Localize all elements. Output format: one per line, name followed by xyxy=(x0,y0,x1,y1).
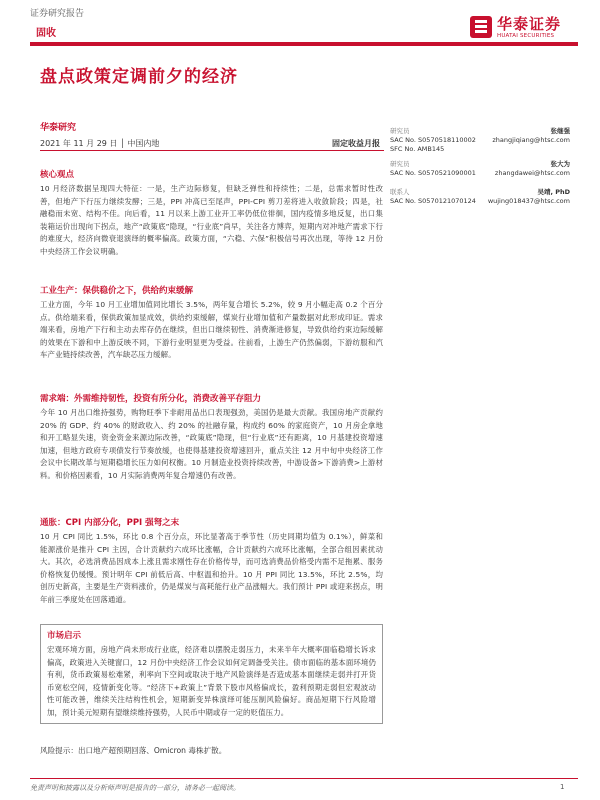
analyst-card xyxy=(390,127,570,154)
risk-warning: 风险提示：出口地产超预期回落、Omicron 毒株扩散。 xyxy=(40,746,227,755)
analyst-name: 张继强 xyxy=(550,127,570,135)
section-body: 宏观环境方面，房地产尚未形成行业底，经济难以摆脱走弱压力，未来半年大概率面临稳增长诉求偏高，政策进入关键窗口，12 月份中央经济工作会议如何定调备受关注。债市面临的基本面环境仍有利，货币政策易松难紧，利率向下空间或取决于地产风险演绎是否造成基本面继续走弱并打开货币宽松空间，疫情新变化等。“经济下+政策上”背景下股市风格偏成长，盈利预期走弱但宏观波动性可能改善，维续关注结构性机会，短期新变异株演绎可能压制风险偏好。商品短期下行风险增加，预计美元短期有望继续维持强势，人民币中期或存一定的贬值压力。 xyxy=(47,645,376,717)
analyst-name: 吴靖, PhD xyxy=(537,188,570,196)
analyst-card xyxy=(390,188,570,206)
section-heading: 需求端：外需维持韧性，投资有所分化，消费改善平存阻力 xyxy=(40,394,262,404)
analyst-role: 联系人 xyxy=(390,188,410,196)
report-category-label: 证券研究报告 xyxy=(30,9,85,19)
report-title: 盘点政策定调前夕的经济 xyxy=(40,67,238,87)
meta-divider xyxy=(40,150,384,151)
research-brand: 华泰研究 xyxy=(40,123,77,133)
section-heading: 核心观点 xyxy=(40,170,75,180)
analyst-role: 研究员 xyxy=(390,160,410,168)
report-date-region: 2021 年 11 月 29 日 │ 中国内地 xyxy=(40,139,160,148)
company-logo xyxy=(470,12,580,44)
report-type: 固定收益月报 xyxy=(332,139,380,148)
section-heading: 工业生产：保供稳价之下，供给约束缓解 xyxy=(40,286,194,296)
section-body: 10 月 CPI 同比 1.5%，环比 0.8 个百分点，环比显著高于季节性（历史同期均值为 0.1%），鲜菜和能源涨价是推升 CPI 主因，合计贡献约六成环比涨幅，合计贡献约六成环比涨幅，全部合组因素扰动大。其次，必选消费品因成本上涨且需求刚性存在价格传导，而可选消费品价格受内需不足拖累、服务价格恢复仍缓慢。预计明年 CPI 前低后高、中枢温和抬升。10 月 PPI 同比 13.5%，环比 2.5%，均创历史新高，主要是生产资料涨价，仍是煤炭与高耗能行业产品涨幅大。我们预计 PPI 或迎来拐点，明年前三季度处在回落通道。 xyxy=(40,532,383,604)
section-body: 今年 10 月出口维持强势，购物旺季下非耐用品出口表现强劲，美国仍是最大贡献。我国房地产贡献约 20% 的 GDP、约 40% 的财政收入、约 20% 的社融存量，构成约 60% 的家庭资产，10 月房企拿地和开工略显失速，资金资金来源边际改善，“政策底”隐现，但“行业底”还有距离，10 月基建投资增速加速，但地方政府专项债发行节奏放缓，也使得基建投资增速回升，重点关注 12 月中旬中央经济工作会议中长期改革与短期稳增长压力如何权衡。10 月制造业投资持续改善，中游设备>下游消费>上游材料。和价格因素看，10 月实际消费两年复合增速仍有改善。 xyxy=(40,408,383,480)
section-core-views xyxy=(40,168,383,258)
analyst-email[interactable]: zhangjiqiang@htsc.com xyxy=(492,136,570,144)
page-number: 1 xyxy=(560,783,565,791)
footer-divider xyxy=(30,778,578,779)
analyst-sfc: SFC No. AMB145 xyxy=(390,145,445,153)
analyst-role: 研究员 xyxy=(390,127,410,135)
analyst-name: 张大为 xyxy=(550,160,570,168)
logo-english-name: HUATAI SECURITIES xyxy=(497,33,555,39)
market-implications-box xyxy=(40,624,383,724)
section-body: 工业方面，今年 10 月工业增加值同比增长 3.5%，两年复合增长 5.2%，较 9 月小幅走高 0.2 个百分点。供给端来看，保供政策加显成效，供给约束缓解，煤炭行业增加值和产量数据对此形成印证。需求端来看，房地产下行和主动去库存仍在继续，但出口继续韧性、消费渐进修复，导致供给约束边际缓解的效果在下游和中上游反映不同，下游行业明显更为受益。往前看，上游生产仍然偏弱，下游纺服和汽车产业链持续改善，汽车缺芯压力缓解。 xyxy=(40,300,383,359)
analyst-sac: SAC No. S0570518110002 xyxy=(390,136,476,144)
logo-chinese-name: 华泰证券 xyxy=(497,15,562,33)
analyst-sac: SAC No. S0570121070124 xyxy=(390,197,476,205)
section-body: 10 月经济数据呈现四大特征：一是，生产边际修复，但缺乏弹性和持续性；二是，总需求暂时性改善，但地产下行压力继续发酵；三是，PPI 冲高已至尾声，PPI-CPI 剪刀差将进入收敛阶段；四是，社融稳而未宽、结构不佳。向后看，11 月以来上游工业开工率仍低位徘徊，国内疫情多地反复，出口集装箱运价出现向下拐点，地产“政策底”隐现，“行业底”尚早，关注各方博弈，短期内对冲地产需求下行的难度大，经济向微衰退演绎的概率偏高。政策方面，“六稳、六保”积极信号再次出现，等待 12 月份中央经济工作会议明确。 xyxy=(40,184,383,256)
section-demand xyxy=(40,392,383,482)
analyst-email[interactable]: zhangdawei@htsc.com xyxy=(494,169,570,177)
section-heading: 通胀：CPI 内部分化，PPI 强弩之末 xyxy=(40,518,180,528)
section-inflation xyxy=(40,516,383,606)
section-heading: 市场启示 xyxy=(47,631,82,641)
section-industrial-production xyxy=(40,284,383,362)
analyst-sac: SAC No. S0570521090001 xyxy=(390,169,476,177)
analyst-email[interactable]: wujing018437@htsc.com xyxy=(487,197,570,205)
logo-mark-icon xyxy=(470,16,492,38)
analyst-card xyxy=(390,160,570,178)
header-divider xyxy=(30,42,578,46)
section-tag: 固收 xyxy=(36,28,56,39)
footer-disclaimer: 免责声明和披露以及分析师声明是报告的一部分，请务必一起阅读。 xyxy=(30,784,240,792)
